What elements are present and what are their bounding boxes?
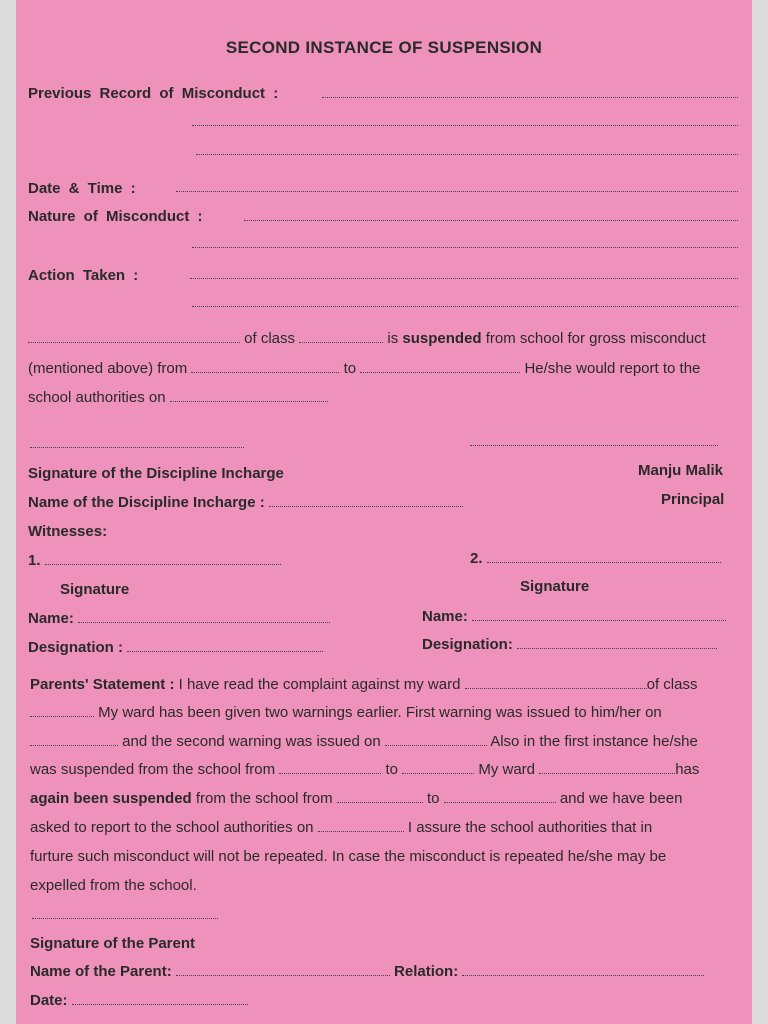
- witness-2-designation-line: [422, 637, 717, 652]
- second-warning-date-blank[interactable]: [385, 744, 487, 746]
- relation-label: Relation:: [394, 963, 459, 980]
- mentioned-from-text: (mentioned above) from: [28, 360, 188, 377]
- discipline-name-label: Name of the Discipline Incharge :: [28, 494, 265, 511]
- parents-text: Also in the first instance he/she: [490, 733, 698, 750]
- witness-2-designation-label: Designation:: [422, 636, 513, 653]
- first-warning-date-blank[interactable]: [30, 744, 118, 746]
- first-suspension-from-blank[interactable]: [279, 772, 381, 774]
- from-school-text: from school for gross misconduct: [485, 330, 706, 347]
- parents-line-2: [30, 705, 662, 720]
- witness-2-signature-blank[interactable]: [487, 561, 721, 563]
- witness-1-designation-blank[interactable]: [127, 650, 323, 652]
- parents-text: of class: [646, 676, 698, 693]
- relation-blank[interactable]: [462, 974, 704, 976]
- parents-line-6: [30, 820, 652, 835]
- authorities-on-text: school authorities on: [28, 389, 166, 406]
- parents-line-3: [30, 734, 698, 749]
- ward-class-blank[interactable]: [30, 715, 94, 717]
- parents-text: I have read the complaint against my ward: [178, 676, 461, 693]
- parents-text: I assure the school authorities that in: [407, 819, 653, 836]
- date-time-label: Date & Time :: [28, 180, 136, 197]
- witness-2-signature-label: Signature: [520, 578, 590, 595]
- student-name-blank[interactable]: [28, 341, 240, 343]
- parents-text: from the school from: [195, 790, 333, 807]
- parent-name-line: [30, 964, 704, 979]
- parents-suspended-text: suspended: [112, 790, 192, 807]
- is-text: is: [387, 330, 399, 347]
- parents-text: to: [385, 761, 398, 778]
- witness-1-line: [28, 553, 281, 568]
- witness-2-number: 2.: [470, 550, 483, 567]
- discipline-signature-line[interactable]: [30, 446, 244, 448]
- parent-date-label: Date:: [30, 992, 68, 1009]
- parents-text: and we have been: [559, 790, 683, 807]
- nature-of-misconduct-label: Nature of Misconduct :: [28, 208, 203, 225]
- action-line-2[interactable]: [192, 305, 738, 307]
- parents-text: and the second warning was issued on: [122, 733, 381, 750]
- to-text: to: [343, 360, 357, 377]
- parents-text: asked to report to the school authorities on: [30, 819, 314, 836]
- parents-statement-label: Parents' Statement :: [30, 676, 175, 693]
- witness-1-signature-blank[interactable]: [45, 563, 281, 565]
- previous-record-line-2[interactable]: [192, 124, 738, 126]
- of-class-text: of class: [244, 330, 296, 347]
- suspension-form-page: [16, 0, 752, 1024]
- principal-title: Principal: [661, 491, 725, 508]
- witness-2-designation-blank[interactable]: [517, 647, 717, 649]
- discipline-name-blank[interactable]: [269, 505, 463, 507]
- date-line: [30, 993, 248, 1008]
- class-blank[interactable]: [299, 341, 383, 343]
- second-suspension-from-blank[interactable]: [337, 801, 423, 803]
- parent-name-label: Name of the Parent:: [30, 963, 172, 980]
- witness-1-number: 1.: [28, 552, 41, 569]
- witness-2-line: [470, 551, 721, 566]
- previous-record-line-1[interactable]: [322, 96, 738, 98]
- parents-line-8: expelled from the school.: [30, 877, 197, 894]
- discipline-signature-label: Signature of the Discipline Incharge: [28, 465, 284, 482]
- action-taken-label: Action Taken :: [28, 267, 139, 284]
- ward-name-blank-2[interactable]: [539, 772, 675, 774]
- parent-signature-label: Signature of the Parent: [30, 935, 196, 952]
- previous-record-line-3[interactable]: [196, 153, 738, 155]
- parents-line-4: [30, 762, 699, 777]
- action-line-1[interactable]: [190, 277, 738, 279]
- suspension-line-2: [28, 361, 700, 376]
- nature-line-1[interactable]: [244, 219, 738, 221]
- first-suspension-to-blank[interactable]: [402, 772, 474, 774]
- witness-1-name-line: [28, 611, 330, 626]
- suspension-line-3: [28, 390, 328, 405]
- witness-1-designation-label: Designation :: [28, 639, 124, 656]
- ward-name-blank[interactable]: [465, 687, 647, 689]
- witness-2-name-label: Name:: [422, 608, 468, 625]
- report-text: He/she would report to the: [524, 360, 701, 377]
- parents-text: was suspended from the school from: [30, 761, 276, 778]
- witness-2-name-line: [422, 609, 726, 624]
- parent-date-blank[interactable]: [72, 1003, 248, 1005]
- principal-name: Manju Malik: [638, 462, 724, 479]
- report-date-blank[interactable]: [170, 400, 328, 402]
- parents-text: My ward has been given two warnings earlier. First warning was issued to him/her on: [98, 704, 662, 721]
- witness-1-name-label: Name:: [28, 610, 74, 627]
- parents-text: My ward: [478, 761, 536, 778]
- parents-line-5: [30, 791, 682, 806]
- form-title: SECOND INSTANCE OF SUSPENSION: [225, 38, 543, 57]
- second-suspension-to-blank[interactable]: [444, 801, 556, 803]
- parent-name-blank[interactable]: [176, 974, 390, 976]
- suspended-text: suspended: [402, 330, 482, 347]
- parents-line-7: furture such misconduct will not be repeated. In case the misconduct is repeated he/she may be: [30, 848, 667, 865]
- nature-line-2[interactable]: [192, 246, 738, 248]
- witness-1-name-blank[interactable]: [78, 621, 330, 623]
- witness-1-signature-label: Signature: [60, 581, 130, 598]
- suspension-line-1: [28, 331, 706, 346]
- parents-report-date-blank[interactable]: [318, 830, 404, 832]
- to-date-blank[interactable]: [360, 371, 520, 373]
- parents-text: to: [426, 790, 440, 807]
- witness-2-name-blank[interactable]: [472, 619, 726, 621]
- date-time-line[interactable]: [176, 190, 738, 192]
- witnesses-label: Witnesses:: [28, 523, 108, 540]
- discipline-name-line: [28, 495, 463, 510]
- parents-text: has: [675, 761, 700, 778]
- parent-signature-line[interactable]: [32, 917, 218, 919]
- witness-1-designation-line: [28, 640, 323, 655]
- parents-text: again been: [30, 790, 109, 807]
- principal-signature-line[interactable]: [470, 444, 718, 446]
- from-date-blank[interactable]: [191, 371, 339, 373]
- parents-line-1: [30, 677, 697, 692]
- previous-record-label: Previous Record of Misconduct :: [28, 85, 279, 102]
